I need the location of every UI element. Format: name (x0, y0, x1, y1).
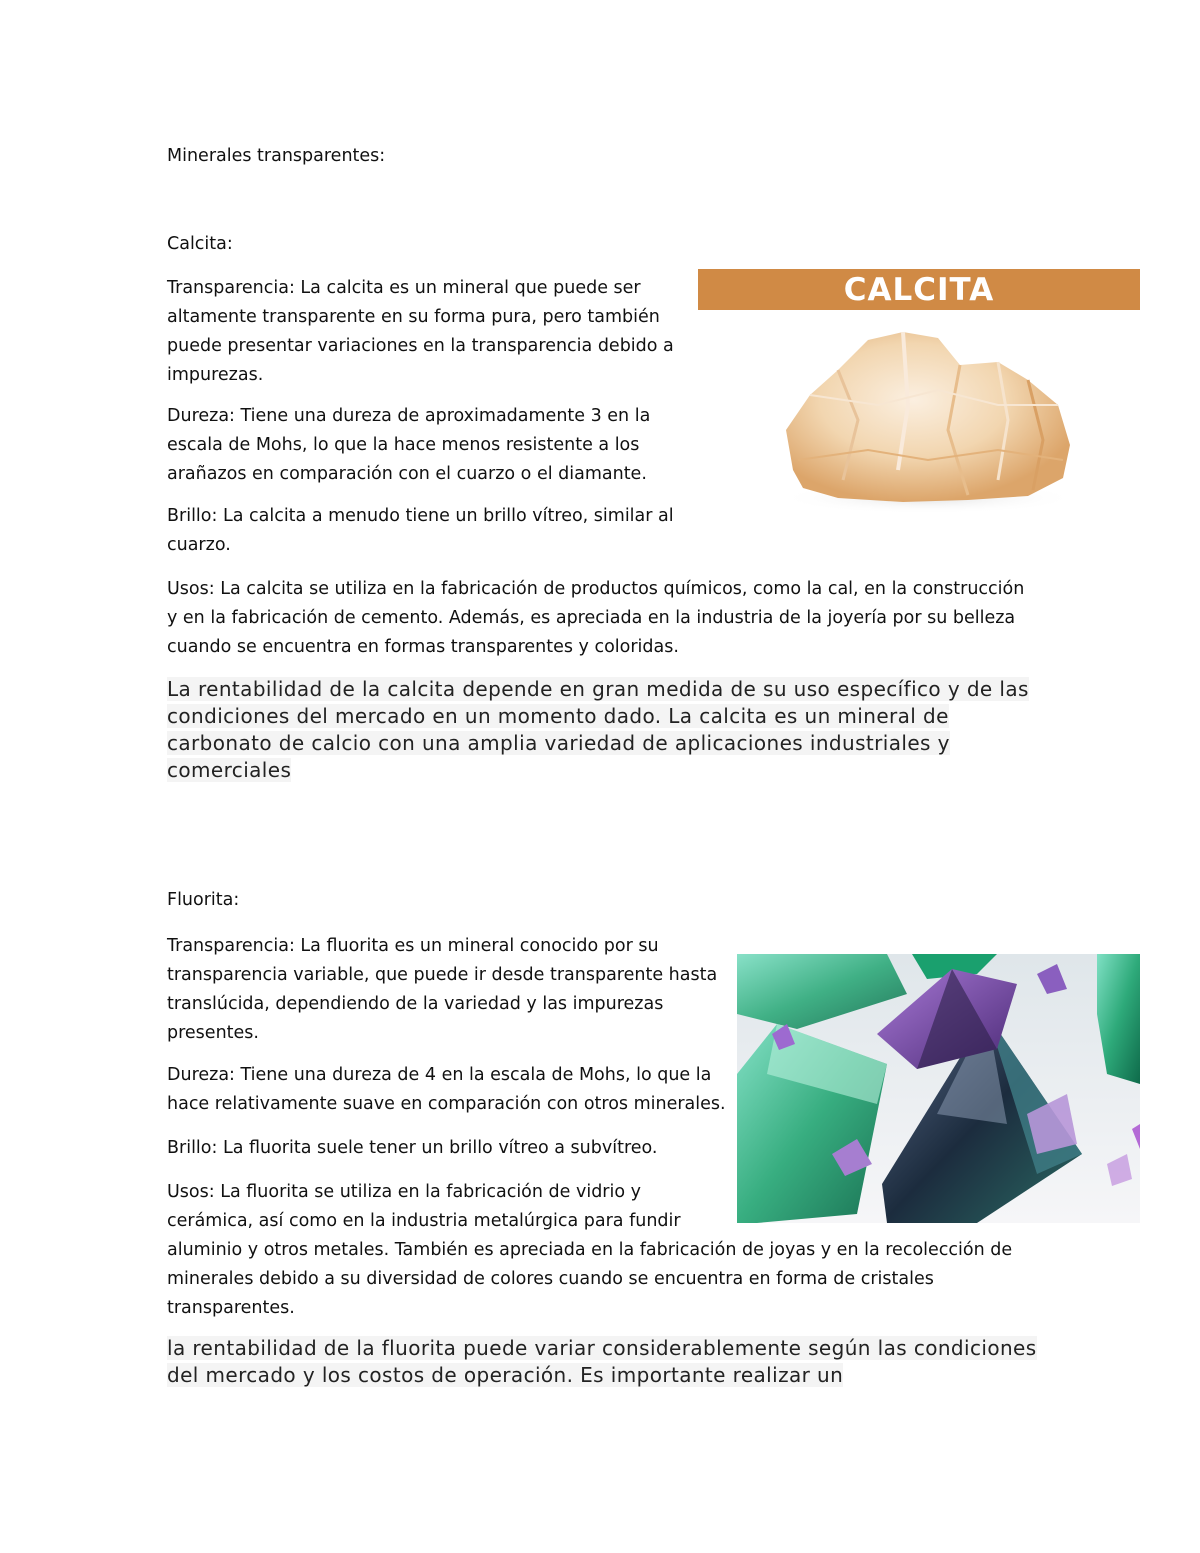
fluorita-rentabilidad-text: la rentabilidad de la fluorita puede variar considerablemente según las condiciones del mercado y los costos de operación. Es importante realizar un (167, 1336, 1037, 1387)
calcita-rentabilidad (167, 676, 1047, 784)
fluorita-crystals-illustration (737, 954, 1140, 1223)
calcita-banner-text: CALCITA (843, 272, 995, 308)
fluorita-rentabilidad (167, 1335, 1037, 1389)
calcita-brillo: Brillo: La calcita a menudo tiene un brillo vítreo, similar al cuarzo. (167, 506, 674, 555)
calcita-image (698, 269, 1140, 515)
document-title: Minerales transparentes: (167, 146, 386, 166)
calcita-usos: Usos: La calcita se utiliza en la fabricación de productos químicos, como la cal, en la construcción y en la fabricación de cemento. Además, es apreciada en la industria de la joyería por su belleza cuando se encuentra en formas transparentes y coloridas. (167, 579, 1025, 657)
calcita-crystal-illustration (698, 310, 1140, 515)
calcita-rentabilidad-text: La rentabilidad de la calcita depende en gran medida de su uso específico y de las condiciones del mercado en un momento dado. La calcita es un mineral de carbonato de calcio con una amplia variedad de aplicaciones industriales y comerciales (167, 677, 1029, 782)
fluorita-usos-text: Usos: La fluorita se utiliza en la fabricación de vidrio y cerámica, así como en la industria metalúrgica para fundir aluminio y otros metales. También es apreciada en la fabricación de joyas y en la recolección de minerales debido a su diversidad de colores cuando se encuentra en forma de cristales transparentes. (167, 1182, 1013, 1318)
fluorita-image (737, 954, 1140, 1223)
fluorita-transparencia: Transparencia: La fluorita es un mineral conocido por su transparencia variable, que puede ir desde transparente hasta translúcida, dependiendo de la variedad y las impurezas presentes. (167, 936, 718, 1043)
fluorita-dureza: Dureza: Tiene una dureza de 4 en la escala de Mohs, lo que la hace relativamente suave en comparación con otros minerales. (167, 1065, 726, 1114)
calcita-transparencia: Transparencia: La calcita es un mineral que puede ser altamente transparente en su forma pura, pero también puede presentar variaciones en la transparencia debido a impurezas. (167, 278, 674, 385)
calcita-dureza: Dureza: Tiene una dureza de aproximadamente 3 en la escala de Mohs, lo que la hace menos resistente a los arañazos en comparación con el cuarzo o el diamante. (167, 406, 651, 484)
fluorita-heading: Fluorita: (167, 890, 240, 910)
fluorita-brillo: Brillo: La fluorita suele tener un brillo vítreo a subvítreo. (167, 1138, 658, 1158)
calcita-heading: Calcita: (167, 234, 233, 254)
